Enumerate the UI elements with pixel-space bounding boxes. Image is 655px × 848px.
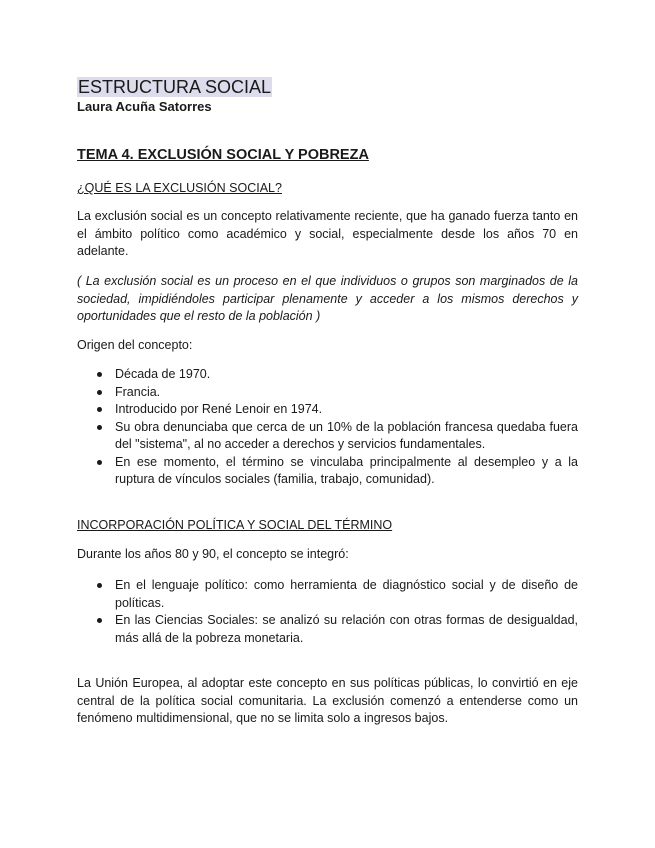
bullet-icon (97, 425, 102, 430)
list-item: En ese momento, el término se vinculaba principalmente al desempleo y a la ruptura de vínculos sociales (familia, trabajo, comunidad). (77, 454, 578, 489)
list-item: En las Ciencias Sociales: se analizó su relación con otras formas de desigualdad, más allá de la pobreza monetaria. (77, 612, 578, 647)
bullet-icon (97, 460, 102, 465)
intro-paragraph: La exclusión social es un concepto relativamente reciente, que ha ganado fuerza tanto en el ámbito político como académico y social, especialmente desde los años 70 en adelante. (77, 209, 578, 258)
bullet-icon (97, 618, 102, 623)
origin-list (77, 366, 578, 489)
bullet-icon (97, 372, 102, 377)
incorporation-list (77, 577, 578, 647)
list-item: Francia. (77, 384, 578, 402)
section-heading-what-is: ¿QUÉ ES LA EXCLUSIÓN SOCIAL? (77, 181, 282, 195)
document-title: ESTRUCTURA SOCIAL (78, 77, 272, 97)
bullet-icon (97, 407, 102, 412)
section-heading-incorporation: INCORPORACIÓN POLÍTICA Y SOCIAL DEL TÉRMINO (77, 518, 393, 532)
topic-heading: TEMA 4. EXCLUSIÓN SOCIAL Y POBREZA (77, 147, 369, 163)
bullet-icon (97, 390, 102, 395)
list-item: En el lenguaje político: como herramienta de diagnóstico social y de diseño de políticas. (77, 577, 578, 612)
bullet-icon (97, 583, 102, 588)
origin-label: Origen del concepto: (77, 338, 193, 352)
author-name: Laura Acuña Satorres (77, 99, 212, 114)
list-item: Década de 1970. (77, 366, 578, 384)
list-item: Su obra denunciaba que cerca de un 10% de la población francesa quedaba fuera del "sistema", al no acceder a derechos y servicios fundamentales. (77, 419, 578, 454)
definition-paragraph: ( La exclusión social es un proceso en el que individuos o grupos son marginados de la sociedad, impidiéndoles participar plenamente y acceder a los mismos derechos y oportunidades que el resto de la población ) (77, 274, 578, 323)
list-item: Introducido por René Lenoir en 1974. (77, 401, 578, 419)
incorporation-intro: Durante los años 80 y 90, el concepto se integró: (77, 547, 349, 561)
closing-paragraph: La Unión Europea, al adoptar este concepto en sus políticas públicas, lo convirtió en eje central de la política social comunitaria. La exclusión comenzó a entenderse como un fenómeno multidimensional, que no se limita solo a ingresos bajos. (77, 676, 578, 725)
